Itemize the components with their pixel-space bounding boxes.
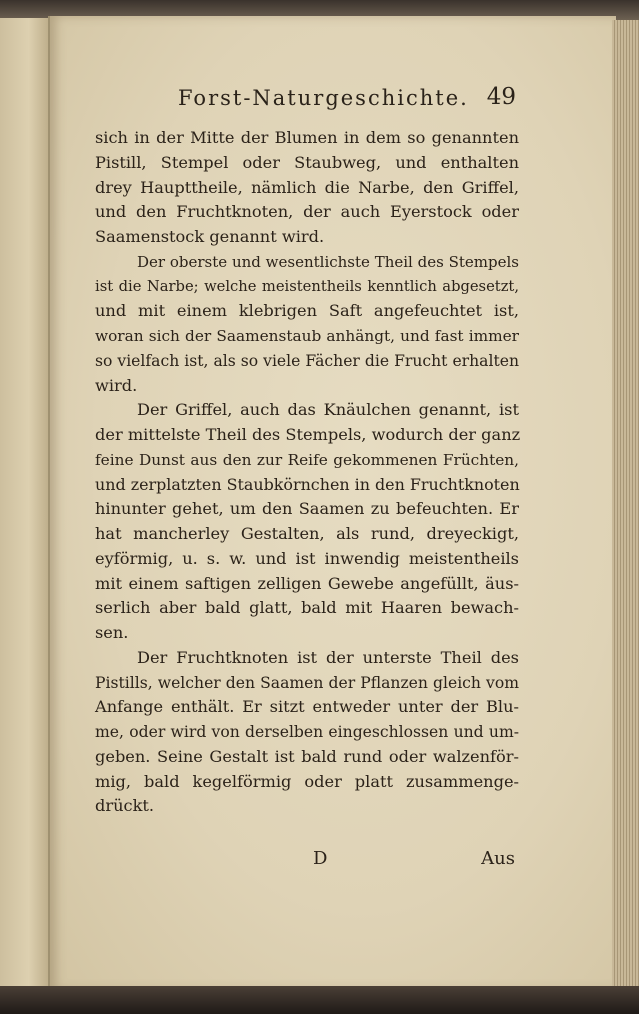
text-line: eyförmig, u. s. w. und ist inwendig meistentheils: [95, 548, 519, 568]
text-line: Anfange enthält. Er sitzt entweder unter der Blu-: [95, 697, 519, 717]
text-line: sich in der Mitte der Blumen in dem so genannten: [95, 128, 519, 147]
text-line: und den Fruchtknoten, der auch Eyerstock oder: [95, 202, 519, 222]
text-line: me, oder wird von derselben eingeschlossen und um-: [95, 723, 519, 741]
catchword: Aus: [481, 848, 515, 869]
text-line: drückt.: [95, 796, 155, 816]
text-line: und zerplatzten Staubkörnchen in den Fruchtknoten: [95, 474, 520, 494]
text-line: und mit einem klebrigen Saft angefeuchtet ist,: [95, 301, 519, 321]
text-line: geben. Seine Gestalt ist bald rund oder walzenför-: [95, 746, 519, 766]
text-line: so vielfach ist, als so viele Fächer die Frucht erhalten: [95, 351, 519, 370]
paragraph-first-line: Der oberste und wesentlichste Theil des Stempels: [137, 252, 519, 271]
text-line: drey Haupttheile, nämlich die Narbe, den Griffel,: [95, 177, 519, 197]
text-line: Pistill, Stempel oder Staubweg, und enthalten: [95, 152, 519, 172]
page-footer: [95, 848, 519, 878]
text-line: mit einem saftigen zelligen Gewebe angefüllt, äus-: [95, 573, 519, 593]
text-line: Pistills, welcher den Saamen der Pflanzen gleich vom: [95, 673, 519, 692]
signature-mark: D: [313, 848, 328, 869]
running-head: Forst-Naturgeschichte.: [178, 86, 469, 110]
text-line: hat mancherley Gestalten, als rund, dreyeckigt,: [95, 524, 519, 543]
text-line: feine Dunst aus den zur Reife gekommenen Früchten,: [95, 450, 519, 469]
bottom-scan-border: [0, 986, 639, 1014]
page-number: 49: [486, 84, 516, 110]
text-line: mig, bald kegelförmig oder platt zusammenge-: [95, 771, 519, 791]
page-header: [178, 84, 518, 118]
text-line: wird.: [95, 375, 138, 395]
paragraph-first-line: Der Fruchtknoten ist der unterste Theil des: [137, 647, 519, 667]
text-line: Saamenstock genannt wird.: [95, 227, 325, 246]
text-line: woran sich der Saamenstaub anhängt, und fast immer: [95, 327, 519, 345]
paragraph-first-line: Der Griffel, auch das Knäulchen genannt, ist: [137, 400, 519, 420]
page-stack-edge: [612, 20, 639, 986]
text-line: hinunter gehet, um den Saamen zu befeuchten. Er: [95, 499, 519, 519]
text-line: der mittelste Theil des Stempels, wodurch der ganz: [95, 425, 521, 444]
body-text: [95, 126, 519, 819]
text-line: ist die Narbe; welche meistentheils kenntlich abgesetzt,: [95, 277, 519, 295]
text-line: sen.: [95, 623, 129, 642]
text-line: serlich aber bald glatt, bald mit Haaren bewach-: [95, 598, 519, 618]
left-page-edge: [0, 18, 53, 990]
